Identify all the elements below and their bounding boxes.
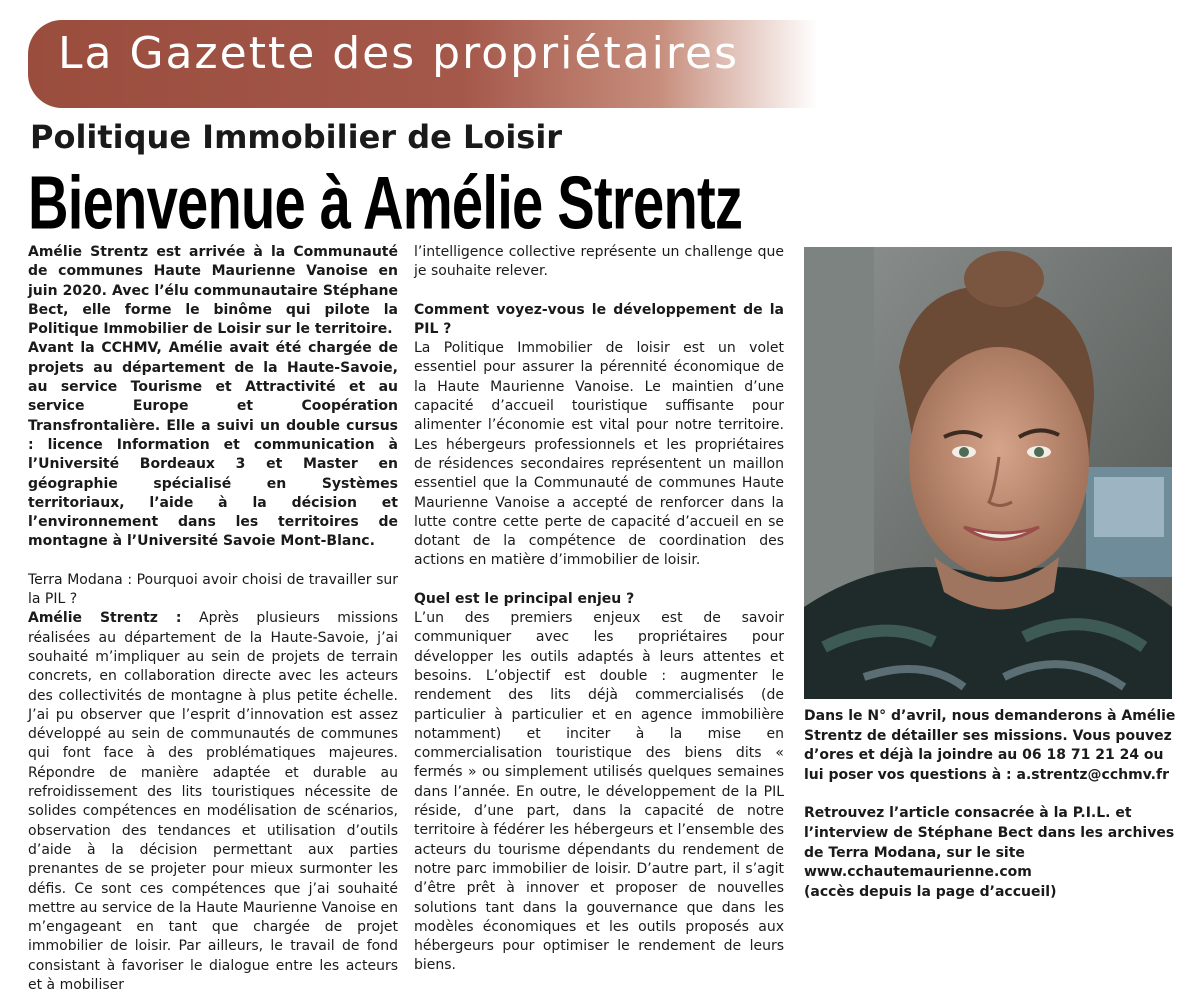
- website-note: (accès depuis la page d’accueil): [804, 883, 1057, 900]
- photo-caption: [804, 707, 1176, 902]
- answer-1-continuation: l’intelligence collective représente un challenge que je souhaite relever.: [414, 244, 784, 280]
- portrait-illustration: [804, 247, 1172, 699]
- interview-question-3: Quel est le principal enjeu ?: [414, 590, 635, 607]
- caption-paragraph-1: Dans le N° d’avril, nous demanderons à Amélie Strentz de détailler ses missions. Vous pouvez d’ores et déjà la joindre au 06 18 71 21 24 ou lui poser vos questions à : a.strentz@cchmv.fr: [804, 708, 1176, 783]
- interview-question-1: Terra Modana : Pourquoi avoir choisi de travailler sur la PIL ?: [28, 571, 398, 608]
- interview-answer-2: La Politique Immobilier de loisir est un volet essentiel pour assurer la pérennité économique de la Haute Maurienne Vanoise. Le maintien d’une capacité d’accueil touristique suffisante pour alimenter l’économie est vital pour notre territoire. Les hébergeurs professionnels et les propriétaires de résidences secondaires représentent un maillon essentiel que la Communauté de communes Haute Maurienne Vanoise a accepté de renforcer dans la lutte contre cette perte de capacité d’accueil en se dotant de la compétence de coordination des actions en matière d’immobilier de loisir.: [414, 340, 784, 569]
- intro-paragraph-1: Amélie Strentz est arrivée à la Communauté de communes Haute Maurienne Vanoise en juin 2020. Avec l’élu communautaire Stéphane Bect, elle forme le binôme qui pilote la Politique Immobilier de Loisir sur le territoire.: [28, 244, 398, 338]
- interview-question-2: Comment voyez-vous le développement de la PIL ?: [414, 301, 784, 337]
- website-link[interactable]: www.cchautemaurienne.com: [804, 864, 1032, 881]
- article-kicker: Politique Immobilier de Loisir: [30, 118, 563, 156]
- article-headline: Bienvenue à Amélie Strentz: [28, 161, 743, 246]
- article-column-2: [414, 243, 784, 976]
- interview-answer-3: L’un des premiers enjeux est de savoir communiquer avec les propriétaires pour développer les outils adaptés à leurs attentes et besoins. L’objectif est double : augmenter le rendement des lits déjà commercialisés (de particulier à particulier et en agence immobilière notamment) et inciter à la mise en commercialisation touristique des biens dits « fermés » ou simplement utilisés quelques semaines dans l’année. En outre, le développement de la PIL réside, d’une part, dans la capacité de notre territoire à fédérer les hébergeurs et l’ensemble des acteurs du tourisme dépendants du rendement de notre parc immobilier de loisir. D’autre part, il s’agit d’être prêt à innover et proposer de nouvelles solutions tant dans la gouvernance que dans les modèles économiques et les outils proposés aux hébergeurs pour optimiser le rendement de leurs biens.: [414, 610, 784, 974]
- answer-1-text: Après plusieurs missions réalisées au département de la Haute-Savoie, j’ai souhaité m’impliquer au sein de projets de terrain concrets, en collaboration directe avec les acteurs des collectivités de montagne à plus petite échelle. J’ai pu observer que l’esprit d’innovation est assez développé au sein de communautés de communes qui font face à des problématiques majeures. Répondre de manière adaptée et durable au refroidissement des lits touristiques nécessite de solides compétences en modélisation de scénarios, observation des tendances et utilisation d’outils d’aide à la décision permettant aux parties prenantes de se projeter pour mieux surmonter les défis. Ce sont ces compétences que j’ai souhaité mettre au service de la Haute Maurienne Vanoise en m’engageant en tant que chargée de projet immobilier de loisir. Par ailleurs, le travail de fond consistant à favoriser le dialogue entre les acteurs et à mobiliser: [28, 610, 399, 993]
- article-column-1: [28, 243, 398, 995]
- speaker-label: Amélie Strentz :: [28, 610, 182, 627]
- gazette-title: La Gazette des propriétaires: [58, 28, 740, 79]
- interview-answer-1: [28, 609, 398, 995]
- caption-paragraph-2: Retrouvez l’article consacrée à la P.I.L. et l’interview de Stéphane Bect dans les archives de Terra Modana, sur le site: [804, 805, 1175, 861]
- intro-paragraph-2: Avant la CCHMV, Amélie avait été chargée de projets au département de la Haute-Savoie, au service Tourisme et Attractivité et au service Europe et Coopération Transfrontalière. Elle a suivi un double cursus : licence Information et communication à l’Université Bordeaux 3 et Master en géographie spécialisé en Systèmes territoriaux, l’aide à la décision et l’environnement dans les territoires de montagne à l’Université Savoie Mont-Blanc.: [28, 340, 398, 550]
- portrait-photo: [804, 247, 1172, 699]
